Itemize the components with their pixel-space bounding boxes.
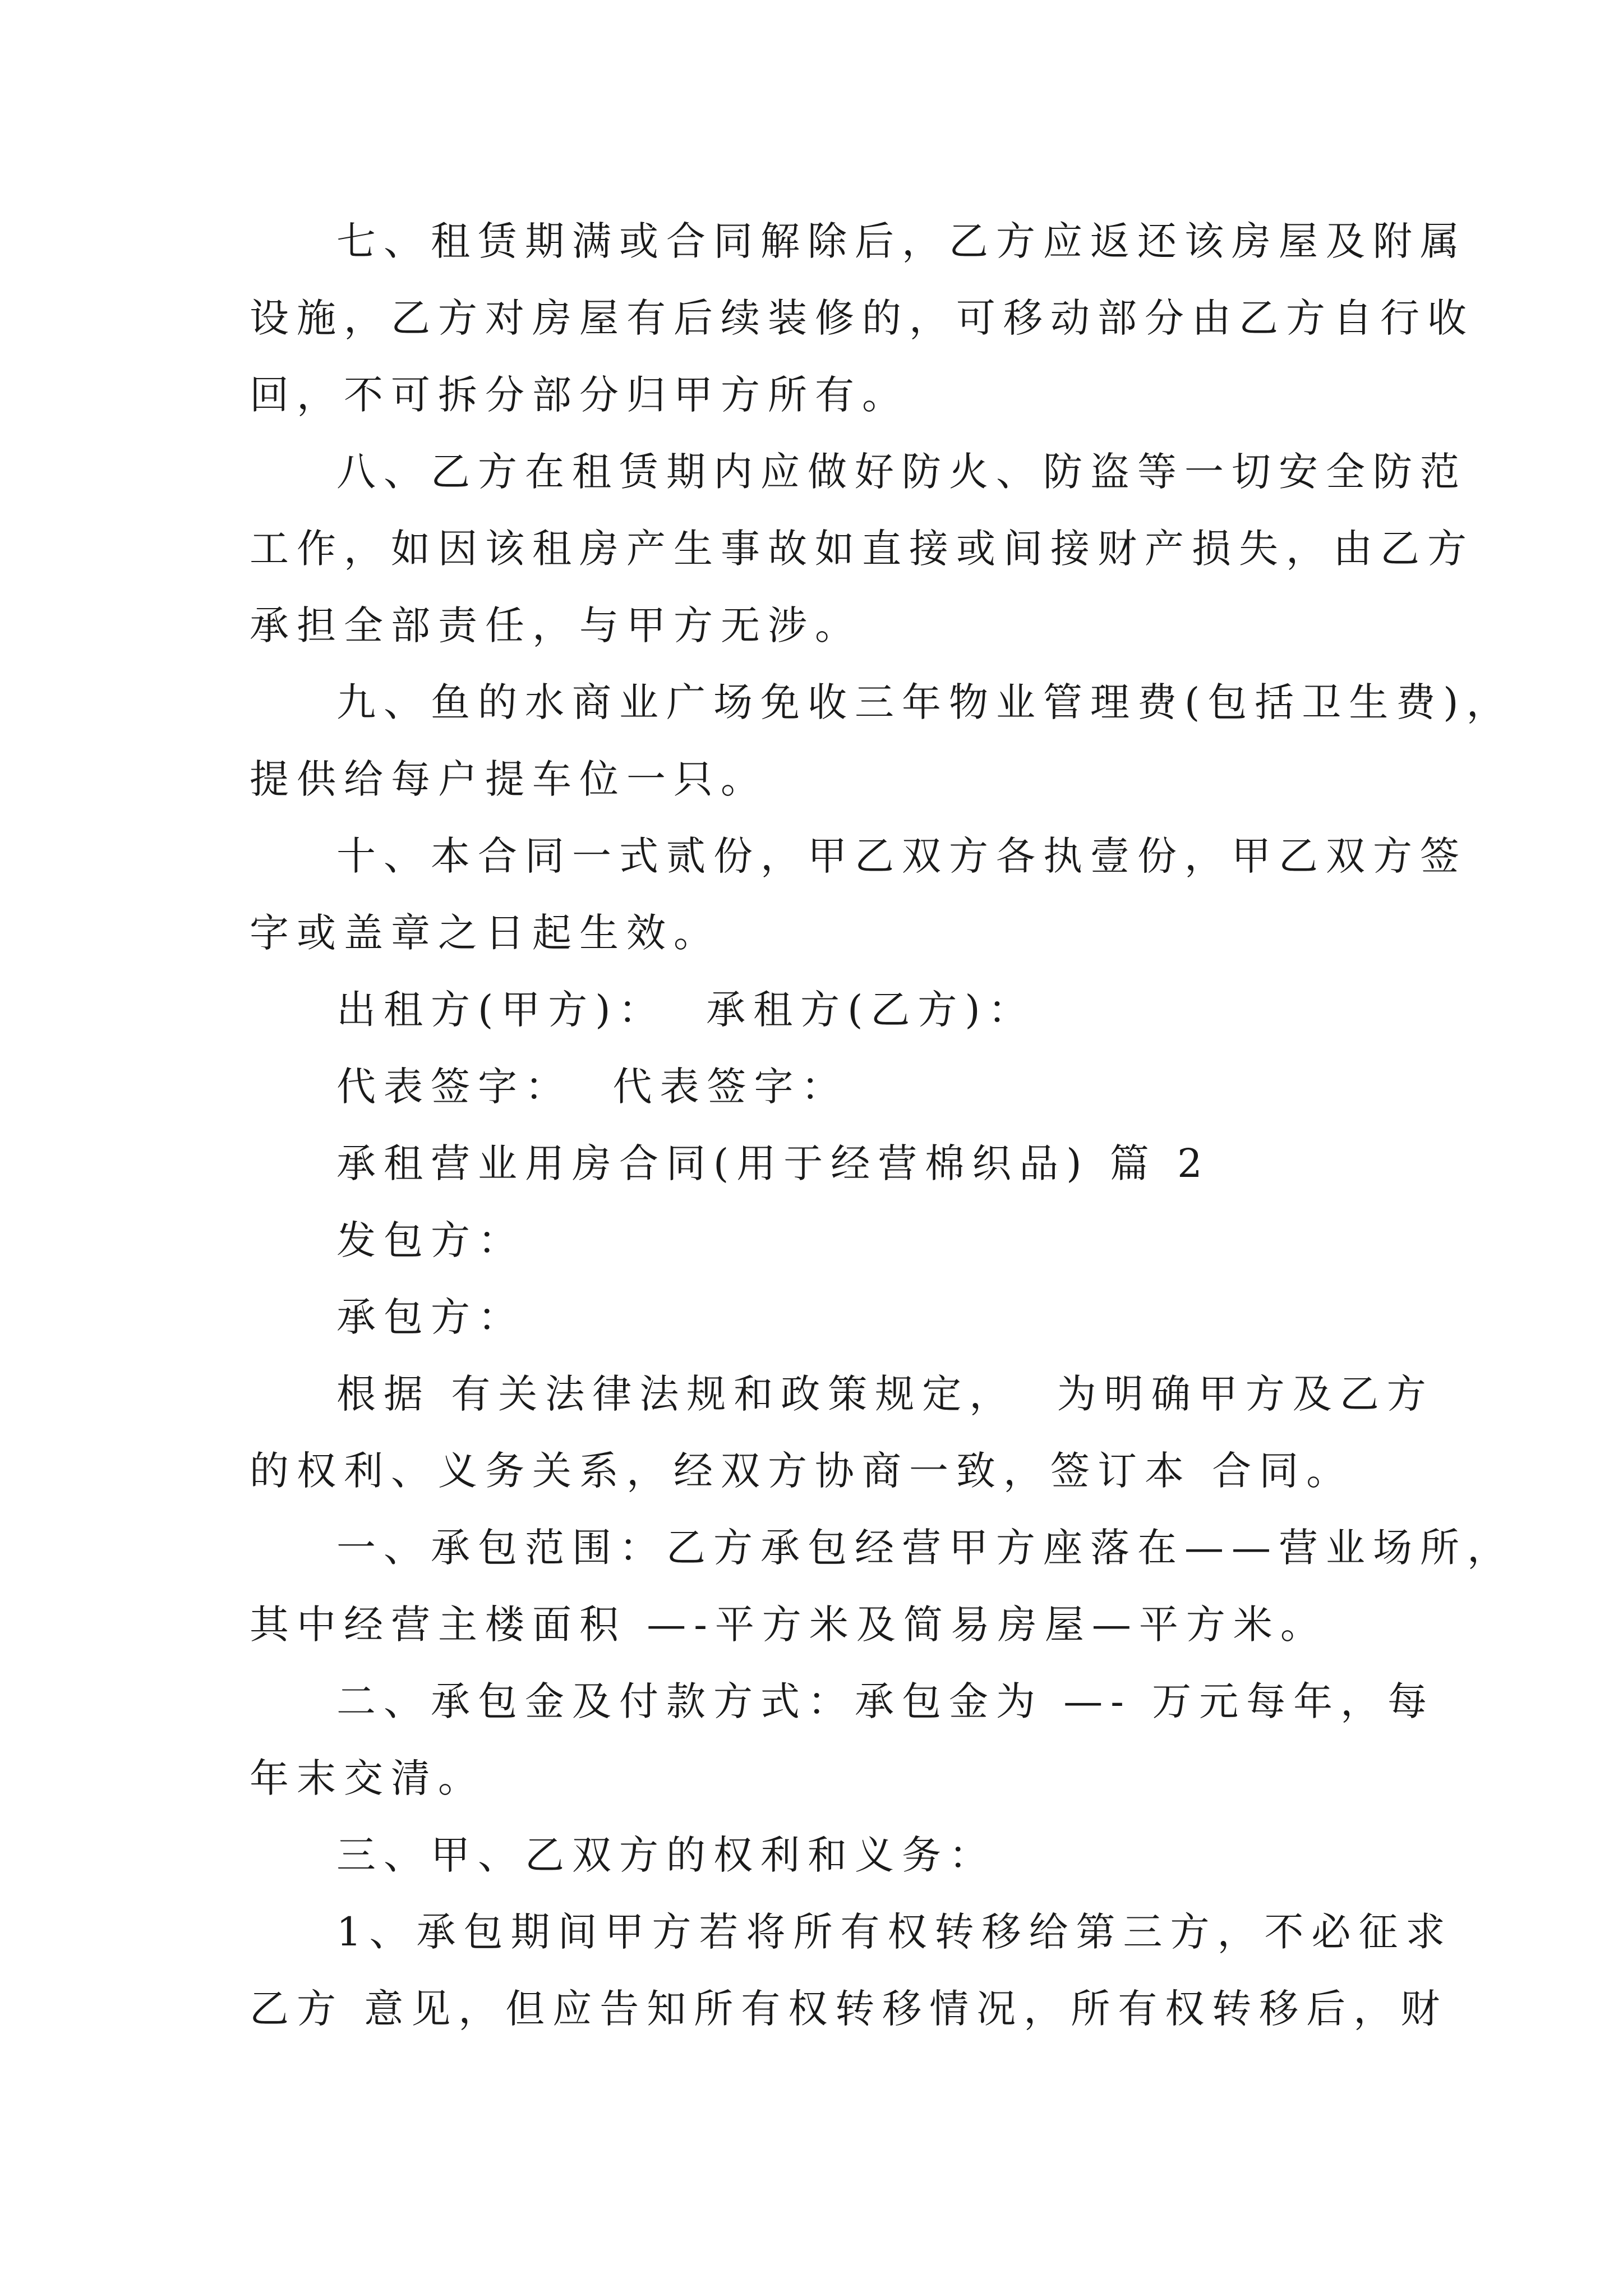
paragraph-line: 的权利、义务关系，经双方协商一致，签订本 合同。 xyxy=(250,1448,1354,1494)
paragraph-line: 乙方 意见，但应告知所有权转移情况，所有权转移后，财 xyxy=(250,1986,1448,2032)
paragraph-line: 工作，如因该租房产生事故如直接或间接财产损失，由乙方 xyxy=(250,526,1474,572)
party-label: 发包方： xyxy=(336,1217,525,1263)
paragraph-line: 一、承包范围：乙方承包经营甲方座落在——营业场所， xyxy=(336,1525,1514,1571)
paragraph-line: 其中经营主楼面积 —-平方米及简易房屋—平方米。 xyxy=(250,1602,1327,1648)
paragraph-line: 回，不可拆分部分归甲方所有。 xyxy=(250,372,909,418)
paragraph-line: 提供给每户提车位一只。 xyxy=(250,756,768,802)
paragraph-line: 承担全部责任，与甲方无涉。 xyxy=(250,602,862,648)
party-label: 承包方： xyxy=(336,1294,525,1340)
paragraph-line: 八、乙方在租赁期内应做好防火、防盗等一切安全防范 xyxy=(336,449,1467,495)
paragraph-line: 七、租赁期满或合同解除后，乙方应返还该房屋及附属 xyxy=(336,218,1467,264)
paragraph-line: 年末交清。 xyxy=(250,1755,485,1801)
paragraph-line: 十、本合同一式贰份，甲乙双方各执壹份，甲乙双方签 xyxy=(336,833,1467,879)
paragraph-line: 根据 有关法律法规和政策规定， 为明确甲方及乙方 xyxy=(336,1371,1434,1417)
paragraph-line: 字或盖章之日起生效。 xyxy=(250,910,721,956)
paragraph-line: 二、承包金及付款方式：承包金为 —- 万元每年，每 xyxy=(336,1678,1435,1724)
signature-line-parties: 出租方(甲方)： 承租方(乙方)： xyxy=(336,987,1035,1033)
paragraph-line: 九、鱼的水商业广场免收三年物业管理费(包括卫生费)， xyxy=(336,679,1514,725)
paragraph-line: 1、承包期间甲方若将所有权转移给第三方，不必征求 xyxy=(336,1909,1453,1955)
paragraph-line: 设施，乙方对房屋有后续装修的，可移动部分由乙方自行收 xyxy=(250,295,1474,341)
section-title: 承租营业用房合同(用于经营棉织品) 篇 2 xyxy=(336,1140,1210,1186)
signature-line-representatives: 代表签字： 代表签字： xyxy=(336,1064,849,1110)
paragraph-line: 三、甲、乙双方的权利和义务： xyxy=(336,1832,996,1878)
